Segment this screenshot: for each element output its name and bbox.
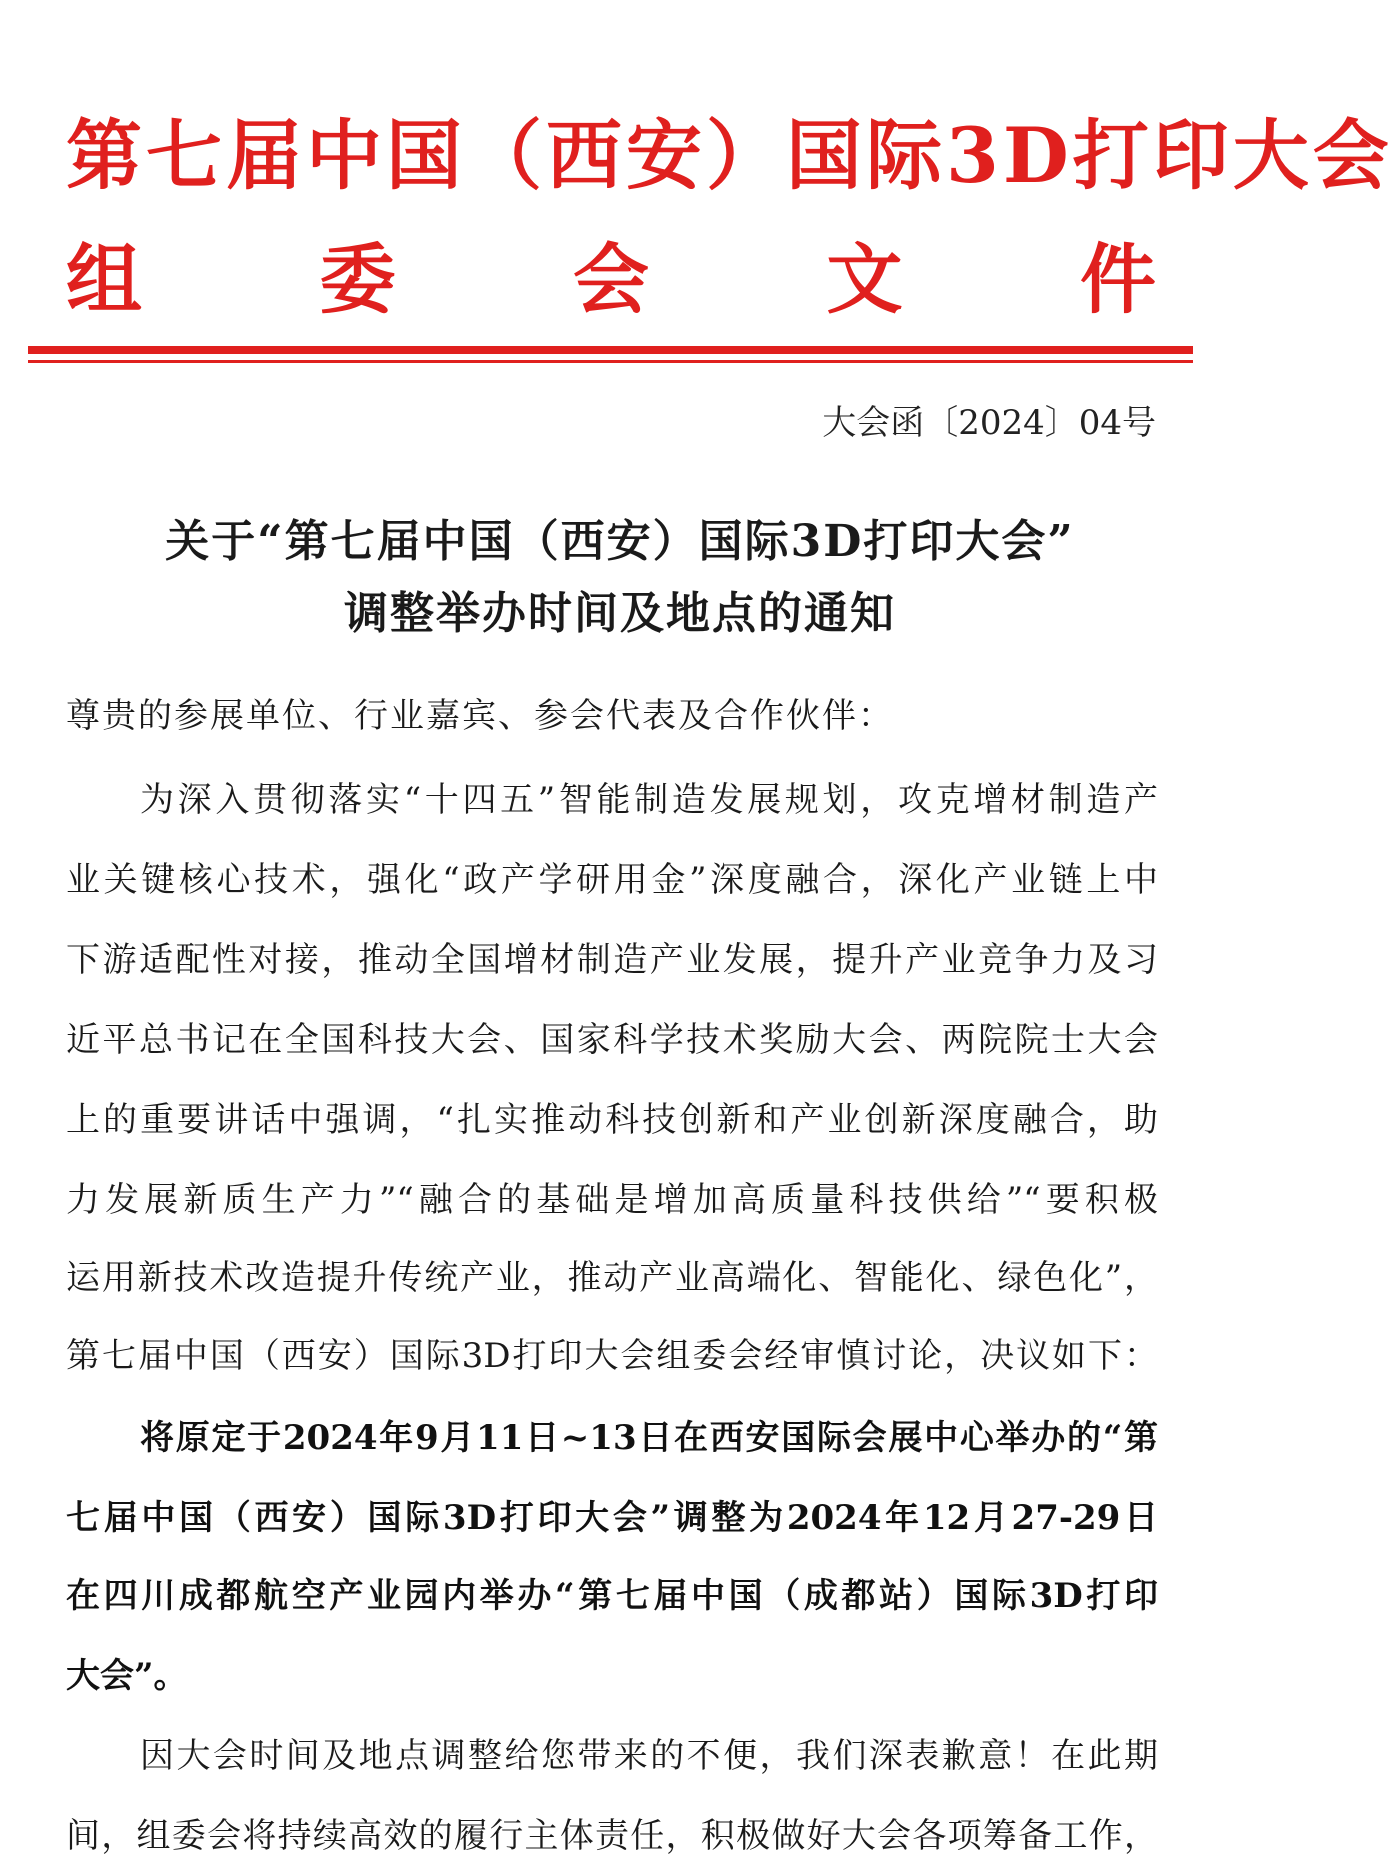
red-header-char: 文 <box>826 235 903 324</box>
paragraph-2-line: 在四川成都航空产业园内举办“第七届中国（成都站）国际3D打印 <box>66 1576 1158 1616</box>
paragraph-2-line: 将原定于2024年9月11日~13日在西安国际会展中心举办的“第 <box>140 1418 1158 1458</box>
notice-title-line-2: 调整举办时间及地点的通知 <box>344 588 896 639</box>
red-header-subtitle <box>66 232 1156 328</box>
paragraph-2-line: 大会”。 <box>66 1656 188 1696</box>
paragraph-1-line: 力发展新质生产力”“融合的基础是增加高质量科技供给”“要积极 <box>66 1180 1158 1220</box>
document-number: 大会函〔2024〕04号 <box>822 403 1156 443</box>
paragraph-1-line: 近平总书记在全国科技大会、国家科学技术奖励大会、两院院士大会 <box>66 1020 1158 1060</box>
paragraph-1-line: 第七届中国（西安）国际3D打印大会组委会经审慎讨论，决议如下： <box>66 1336 1158 1376</box>
red-header-char: 组 <box>66 235 142 324</box>
notice-title-line-1: 关于“第七届中国（西安）国际3D打印大会” <box>165 516 1075 567</box>
paragraph-1-line: 运用新技术改造提升传统产业，推动产业高端化、智能化、绿色化”， <box>66 1258 1158 1298</box>
paragraph-3-line: 间，组委会将持续高效的履行主体责任，积极做好大会各项筹备工作， <box>66 1816 1158 1856</box>
paragraph-1-line: 下游适配性对接，推动全国增材制造产业发展，提升产业竞争力及习 <box>66 940 1158 980</box>
red-divider-thin <box>28 360 1193 363</box>
red-header-title: 第七届中国（西安）国际3D打印大会 <box>66 111 1393 200</box>
paragraph-1-line: 为深入贯彻落实“十四五”智能制造发展规划，攻克增材制造产 <box>140 780 1158 820</box>
paragraph-3-line: 因大会时间及地点调整给您带来的不便，我们深表歉意！在此期 <box>140 1736 1158 1776</box>
red-divider-thick <box>28 346 1193 354</box>
red-header-char: 会 <box>573 235 649 324</box>
paragraph-2-line: 七届中国（西安）国际3D打印大会”调整为2024年12月27-29日 <box>66 1498 1158 1538</box>
salutation: 尊贵的参展单位、行业嘉宾、参会代表及合作伙伴： <box>66 696 894 736</box>
paragraph-1-line: 业关键核心技术，强化“政产学研用金”深度融合，深化产业链上中 <box>66 860 1158 900</box>
paragraph-1-line: 上的重要讲话中强调，“扎实推动科技创新和产业创新深度融合，助 <box>66 1100 1158 1140</box>
red-header-char: 件 <box>1080 235 1156 324</box>
red-header-char: 委 <box>319 235 396 324</box>
